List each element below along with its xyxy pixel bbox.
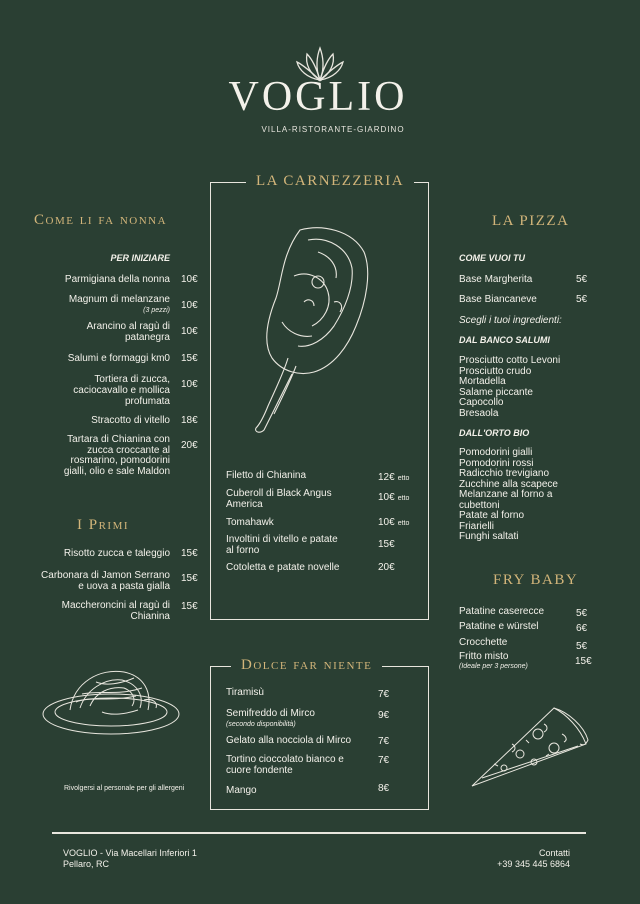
menu-item: Salumi e formaggi km0 <box>67 353 170 364</box>
subtitle-banco-salumi: DAL BANCO SALUMI <box>459 335 550 345</box>
menu-item: Tortino cioccolato bianco e cuore fondente <box>226 754 344 776</box>
menu-item: Tartara di Chianina con zucca croccante al rosmarino, pomodorini gialli, olio e sale Maldon <box>63 434 170 477</box>
menu-item-price: 7€ <box>378 755 390 766</box>
menu-item-price: 18€ <box>181 415 198 426</box>
contact-label: Contatti <box>538 848 570 858</box>
menu-item-price: 15€ <box>181 573 198 584</box>
menu-item-price: 12€ etto <box>378 472 410 483</box>
menu-item: Arancino al ragù di patanegra <box>86 321 170 343</box>
menu-item-price: 5€ <box>576 274 588 285</box>
menu-item-price: 15€ <box>181 548 198 559</box>
list-item: Pomodorini gialli <box>459 447 533 458</box>
menu-item: Gelato alla nocciola di Mirco <box>226 735 352 746</box>
section-title-primi: I Primi <box>77 517 130 533</box>
allergen-note: Rivolgersi al personale per gli allergeni <box>64 785 185 792</box>
menu-item-price: 8€ <box>378 783 390 794</box>
menu-item-price: 20€ <box>378 562 395 573</box>
list-item: Capocollo <box>459 397 504 408</box>
menu-item: Cotoletta e patate novelle <box>226 562 340 573</box>
list-item: Mortadella <box>459 376 506 387</box>
menu-item-price: 5€ <box>576 608 588 619</box>
menu-item: Maccheroncini al ragù di Chianina <box>61 600 170 622</box>
pizza-slice-illustration <box>468 704 590 790</box>
tomahawk-steak-illustration <box>248 222 374 436</box>
menu-item: Fritto misto (Ideale per 3 persone) <box>459 651 528 670</box>
menu-item-price: 10€ <box>181 379 198 390</box>
menu-item: Tortiera di zucca, caciocavallo e mollica profumata <box>73 374 170 407</box>
menu-item-note: (3 pezzi) <box>143 307 170 314</box>
menu-item-price: 10€ <box>181 300 198 311</box>
subtitle-come-vuoi-tu: COME VUOI TU <box>459 253 526 263</box>
subtitle-per-iniziare: PER INIZIARE <box>110 253 170 263</box>
section-title-fry-baby: FRY BABY <box>493 572 579 588</box>
phone-link[interactable]: +39 345 445 6864 <box>497 859 570 869</box>
footer-contacts <box>470 848 570 870</box>
list-item: Patate al forno <box>459 510 525 521</box>
menu-item: Patatine e würstel <box>459 621 539 632</box>
orto-list <box>459 448 579 543</box>
brand-logo: VOGLIO <box>228 74 408 120</box>
choose-ingredients-label: Scegli i tuoi ingredienti: <box>459 315 562 326</box>
address-line-1: VOGLIO - Via Macellari Inferiori 1 <box>63 848 197 858</box>
list-item: Zucchine alla scapece <box>459 478 558 490</box>
list-item: Salame piccante <box>459 386 533 398</box>
list-item: Friarielli <box>459 520 494 532</box>
section-title-carnezzeria: LA CARNEZZERIA <box>246 173 414 190</box>
footer-divider <box>52 832 586 834</box>
section-title-nonna: Come li fa nonna <box>34 212 168 228</box>
subtitle-orto-bio: DALL'ORTO BIO <box>459 428 530 438</box>
menu-item: Carbonara di Jamon Serrano e uova a pasta gialla <box>41 570 170 592</box>
salumi-list <box>459 356 560 419</box>
menu-item: Cuberoll di Black Angus America <box>226 488 332 510</box>
menu-item-price: 10€ <box>181 326 198 337</box>
brand-tagline: VILLA-RISTORANTE-GIARDINO <box>261 125 405 134</box>
menu-item-price: 10€ etto <box>378 517 410 528</box>
list-item: Pomodorini rossi <box>459 457 534 469</box>
menu-item-price: 9€ <box>378 710 390 721</box>
footer-address <box>63 848 197 870</box>
menu-item-price: 5€ <box>576 294 588 305</box>
menu-item: Stracotto di vitello <box>91 415 170 426</box>
list-item: Radicchio trevigiano <box>459 468 550 479</box>
menu-item-price: 15€ <box>181 353 198 364</box>
menu-item-price: 15€ <box>181 601 198 612</box>
menu-item-price: 7€ <box>378 689 390 700</box>
list-item: Bresaola <box>459 407 499 419</box>
address-line-2: Pellaro, RC <box>63 859 110 869</box>
menu-item: Risotto zucca e taleggio <box>63 548 170 559</box>
menu-item-price: 5€ <box>576 641 588 652</box>
menu-item: Crocchette <box>459 637 508 648</box>
menu-item-price: 10€ etto <box>378 492 410 503</box>
menu-item: Tomahawk <box>226 517 274 528</box>
menu-item-price: 20€ <box>181 440 198 451</box>
list-item: Funghi saltati <box>459 531 519 542</box>
menu-item-price: 6€ <box>576 623 588 634</box>
menu-item: Parmigiana della nonna <box>64 274 170 285</box>
menu-item: Base Margherita <box>459 274 533 285</box>
menu-item-note: (secondo disponibilità) <box>226 721 296 728</box>
menu-item-price: 15€ <box>575 656 592 667</box>
menu-item: Semifreddo di Mirco (secondo disponibilità) <box>226 708 315 728</box>
menu-item: Tiramisù <box>226 687 264 698</box>
menu-item-price: 7€ <box>378 736 390 747</box>
menu-item: Mango <box>226 785 257 796</box>
list-item: Prosciutto cotto Levoni <box>459 355 561 366</box>
menu-item-price: 15€ <box>378 539 395 550</box>
list-item: Prosciutto crudo <box>459 365 532 377</box>
menu-item: Involtini di vitello e patate al forno <box>226 534 338 556</box>
menu-item: Filetto di Chianina <box>226 470 307 481</box>
menu-item: Base Biancaneve <box>459 294 537 305</box>
menu-item-note: (Ideale per 3 persone) <box>459 663 528 670</box>
section-title-dolce: Dolce far niente <box>231 657 382 674</box>
menu-item-price: 10€ <box>181 274 198 285</box>
section-title-pizza: LA PIZZA <box>492 213 570 229</box>
list-item: Melanzane al forno a cubettoni <box>459 489 553 511</box>
menu-item: Magnum di melanzane (3 pezzi) <box>20 294 170 316</box>
pasta-plate-illustration <box>40 662 182 738</box>
menu-item: Patatine caserecce <box>459 606 545 617</box>
